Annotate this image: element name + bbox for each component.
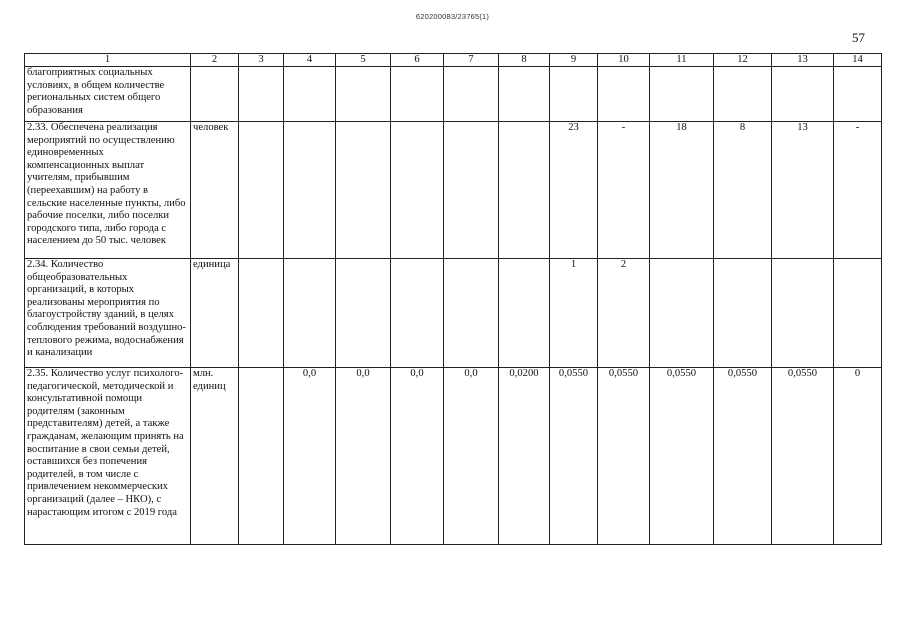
- value-cell: [772, 67, 834, 122]
- value-cell: 0,0550: [772, 368, 834, 545]
- value-cell: [650, 67, 714, 122]
- indicator-description: 2.33. Обеспечена реализация мероприятий по осуществлению единовременных компенсационных выплат учителям, прибывшим (переехавшим) на работу в сельские населенные пункты, либо рабочие поселки, либо поселки городского типа, либо города с населением до 50 тыс. человек: [25, 122, 191, 259]
- header-cell: 3: [239, 54, 284, 67]
- value-cell: [336, 259, 391, 368]
- indicators-table: [24, 53, 882, 545]
- header-row: [25, 54, 882, 67]
- header-cell: 1: [25, 54, 191, 67]
- value-cell: [391, 122, 444, 259]
- unit-cell: единица: [191, 259, 239, 368]
- value-cell: [714, 67, 772, 122]
- indicator-description: благоприятных социальных условиях, в общем количестве региональных систем общего образования: [25, 67, 191, 122]
- value-cell: 2: [598, 259, 650, 368]
- value-cell: -: [598, 122, 650, 259]
- value-cell: [499, 122, 550, 259]
- value-cell: [444, 67, 499, 122]
- value-cell: 1: [550, 259, 598, 368]
- value-cell: [499, 259, 550, 368]
- document-code: 620200083/23765(1): [415, 12, 490, 21]
- unit-cell: человек: [191, 122, 239, 259]
- page-number: 57: [852, 30, 865, 45]
- value-cell: 13: [772, 122, 834, 259]
- indicator-description: 2.35. Количество услуг психолого-педагогической, методической и консультативной помощи родителям (законным представителям) детей, а также гражданам, желающим принять на воспитание в свои семьи детей, оставшихся без попечения родителей, в том числе с привлечением некоммерческих организаций (далее – НКО), с нарастающим итогом с 2019 года: [25, 368, 191, 545]
- value-cell: 0,0550: [714, 368, 772, 545]
- value-cell: [239, 67, 284, 122]
- value-cell: [650, 259, 714, 368]
- value-cell: [336, 122, 391, 259]
- header-cell: 4: [284, 54, 336, 67]
- value-cell: [714, 259, 772, 368]
- value-cell: 18: [650, 122, 714, 259]
- value-cell: [239, 122, 284, 259]
- value-cell: [336, 67, 391, 122]
- value-cell: [284, 67, 336, 122]
- unit-cell: млн. единиц: [191, 368, 239, 545]
- value-cell: [550, 67, 598, 122]
- header-cell: 6: [391, 54, 444, 67]
- table-row: [25, 368, 882, 545]
- table-row: [25, 67, 882, 122]
- value-cell: [499, 67, 550, 122]
- value-cell: [598, 67, 650, 122]
- value-cell: 0,0550: [550, 368, 598, 545]
- table-row: [25, 259, 882, 368]
- header-cell: 11: [650, 54, 714, 67]
- value-cell: [834, 67, 882, 122]
- value-cell: [834, 259, 882, 368]
- header-cell: 12: [714, 54, 772, 67]
- value-cell: [284, 259, 336, 368]
- header-cell: 5: [336, 54, 391, 67]
- value-cell: [239, 259, 284, 368]
- value-cell: 23: [550, 122, 598, 259]
- value-cell: [444, 259, 499, 368]
- value-cell: 0,0200: [499, 368, 550, 545]
- value-cell: [444, 122, 499, 259]
- header-cell: 2: [191, 54, 239, 67]
- unit-cell: [191, 67, 239, 122]
- value-cell: 0,0550: [650, 368, 714, 545]
- value-cell: 0,0: [336, 368, 391, 545]
- header-cell: 9: [550, 54, 598, 67]
- value-cell: 8: [714, 122, 772, 259]
- value-cell: 0,0550: [598, 368, 650, 545]
- value-cell: 0: [834, 368, 882, 545]
- table-row: [25, 122, 882, 259]
- value-cell: 0,0: [391, 368, 444, 545]
- header-cell: 10: [598, 54, 650, 67]
- value-cell: 0,0: [444, 368, 499, 545]
- indicator-description: 2.34. Количество общеобразовательных организаций, в которых реализованы мероприятия по благоустройству зданий, в целях соблюдения требований воздушно-теплового режима, водоснабжения и канализации: [25, 259, 191, 368]
- value-cell: 0,0: [284, 368, 336, 545]
- value-cell: [391, 67, 444, 122]
- value-cell: [284, 122, 336, 259]
- header-cell: 14: [834, 54, 882, 67]
- value-cell: [391, 259, 444, 368]
- value-cell: -: [834, 122, 882, 259]
- header-cell: 7: [444, 54, 499, 67]
- header-cell: 13: [772, 54, 834, 67]
- value-cell: [772, 259, 834, 368]
- header-cell: 8: [499, 54, 550, 67]
- value-cell: [239, 368, 284, 545]
